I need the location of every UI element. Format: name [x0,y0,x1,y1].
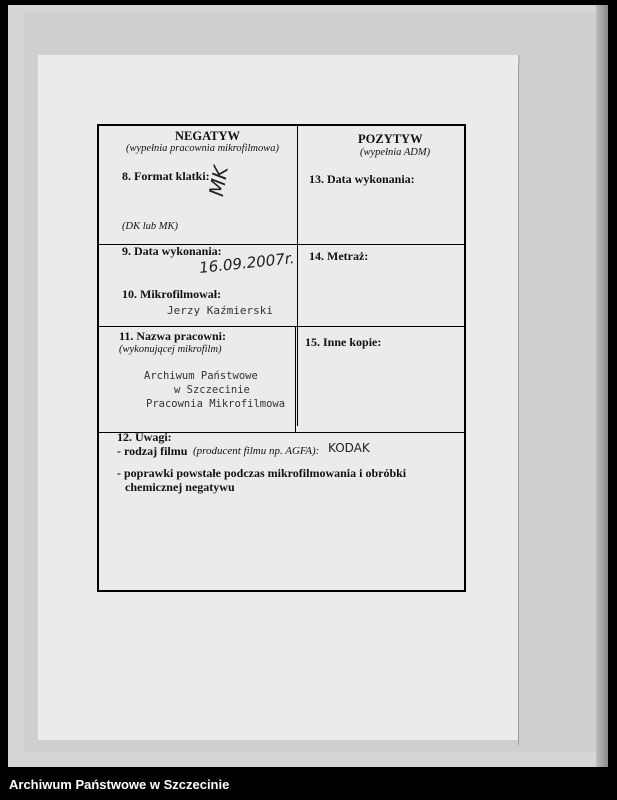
lab-stamp-line2: w Szczecinie [174,384,250,396]
pozytyw-date-label: 13. Data wykonania: [309,172,415,186]
copies-label: 15. Inne kopie: [305,335,382,349]
format-label: 8. Format klatki: [122,169,210,183]
negatyw-subtitle: (wypełnia pracownia mikrofilmowa) [126,143,280,154]
film-type-prefix: - rodzaj filmu [117,444,188,458]
filmed-by-label: 10. Mikrofilmował: [122,287,222,301]
lab-subtitle: (wykonującej mikrofilm) [119,344,222,355]
corrections-line2: chemicznej negatywu [125,480,235,494]
pozytyw-subtitle: (wypełnia ADM) [360,147,431,158]
format-value: MK [204,164,233,199]
row-divider-2 [99,326,464,327]
negatyw-title: NEGATYW [175,129,241,143]
negatyw-date-label: 9. Data wykonania: [122,244,222,258]
format-hint: (DK lub MK) [122,221,178,232]
microfilm-form [97,124,466,592]
scan-edge [596,5,608,767]
corrections-line1: - poprawki powstałe podczas mikrofilmowania i obróbki [117,466,407,480]
archive-name: Archiwum Państwowe w Szczecinie [9,777,230,792]
length-label: 14. Metraż: [309,249,369,263]
footer-bar [0,772,617,800]
film-type-value: KODAK [328,441,370,455]
column-divider-lower [295,326,296,432]
sheet-edge [518,65,533,745]
pozytyw-title: POZYTYW [358,132,423,146]
lab-label: 11. Nazwa pracowni: [119,329,226,343]
filmed-by-stamp: Jerzy Kaźmierski [167,304,273,317]
lab-stamp-line1: Archiwum Państwowe [144,370,258,382]
lab-stamp-line3: Pracownia Mikrofilmowa [146,398,286,410]
negatyw-date-value: 16.09.2007r. [198,249,296,277]
column-divider [297,126,298,426]
remarks-label: 12. Uwagi: [117,430,172,444]
film-type-hint: (producent filmu np. AGFA): [193,445,320,457]
